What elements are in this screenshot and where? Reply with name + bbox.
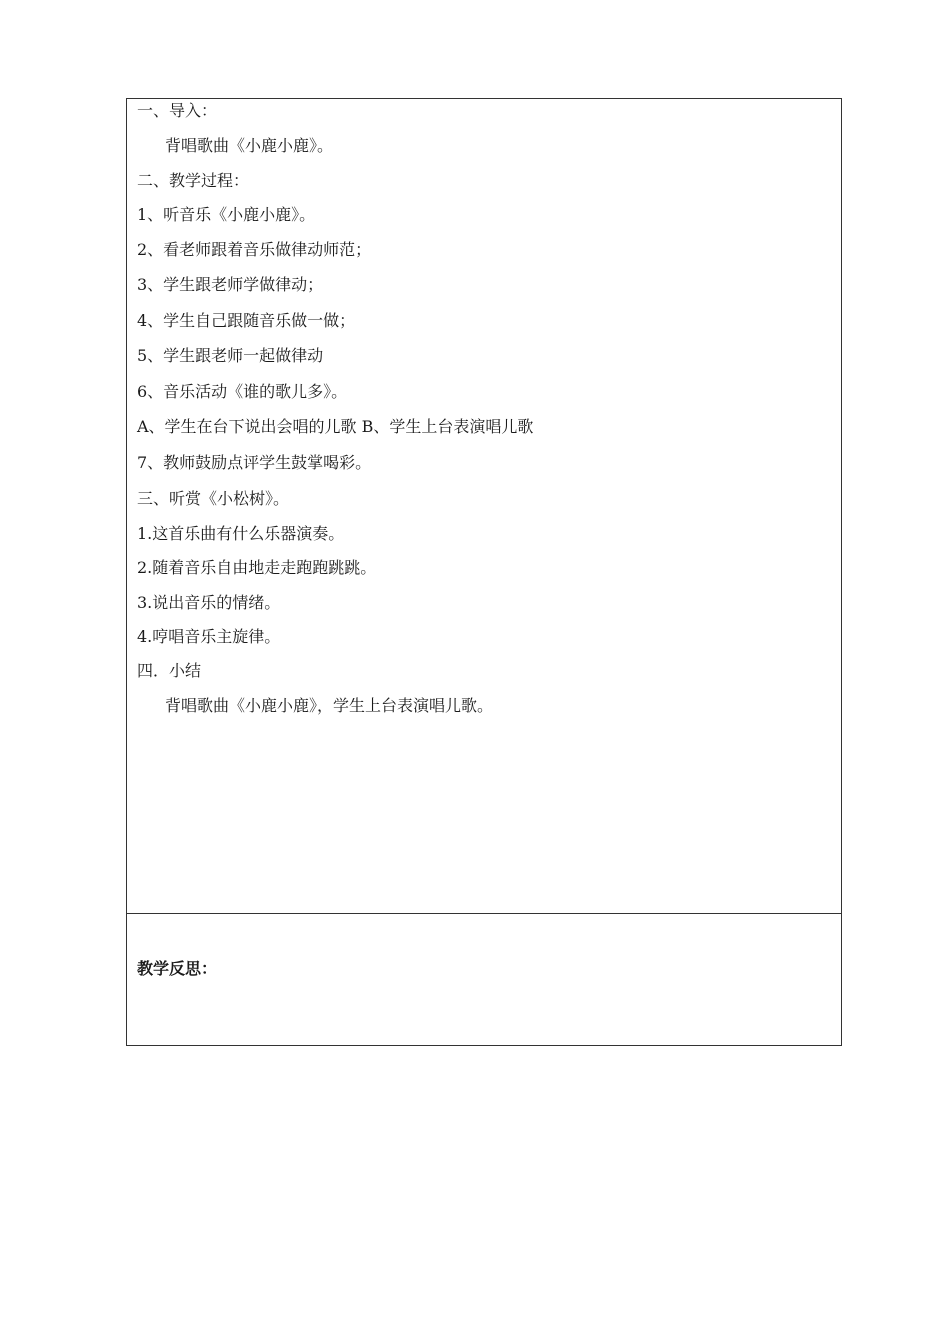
plan-line: 5、学生跟老师一起做律动	[137, 346, 324, 365]
plan-line: 3.说出音乐的情绪。	[137, 593, 281, 612]
plan-line: 1.这首乐曲有什么乐器演奏。	[137, 524, 345, 543]
plan-line: 1、听音乐《小鹿小鹿》。	[137, 205, 316, 224]
section-heading-listening: 三、听赏《小松树》。	[137, 489, 290, 508]
plan-line: 3、学生跟老师学做律动；	[137, 275, 324, 294]
plan-line: 4.哼唱音乐主旋律。	[137, 627, 281, 646]
lesson-plan-cell	[127, 99, 841, 914]
plan-line: 背唱歌曲《小鹿小鹿》，学生上台表演唱儿歌。	[165, 696, 494, 715]
plan-line: 2、看老师跟着音乐做律动师范；	[137, 240, 372, 259]
plan-line: 6、音乐活动《谁的歌儿多》。	[137, 382, 348, 401]
section-heading-summary: 四．小结	[137, 661, 202, 680]
reflection-label: 教学反思：	[137, 959, 218, 978]
plan-line: 2.随着音乐自由地走走跑跑跳跳。	[137, 558, 377, 577]
plan-line: A、学生在台下说出会唱的儿歌 B、学生上台表演唱儿歌	[137, 417, 534, 436]
reflection-cell	[127, 914, 841, 1045]
section-heading-intro: 一、导入：	[137, 101, 218, 120]
lesson-table	[126, 98, 842, 1046]
plan-line: 4、学生自己跟随音乐做一做；	[137, 311, 356, 330]
section-heading-process: 二、教学过程：	[137, 171, 250, 190]
plan-line: 背唱歌曲《小鹿小鹿》。	[165, 136, 334, 155]
plan-line: 7、教师鼓励点评学生鼓掌喝彩。	[137, 453, 372, 472]
